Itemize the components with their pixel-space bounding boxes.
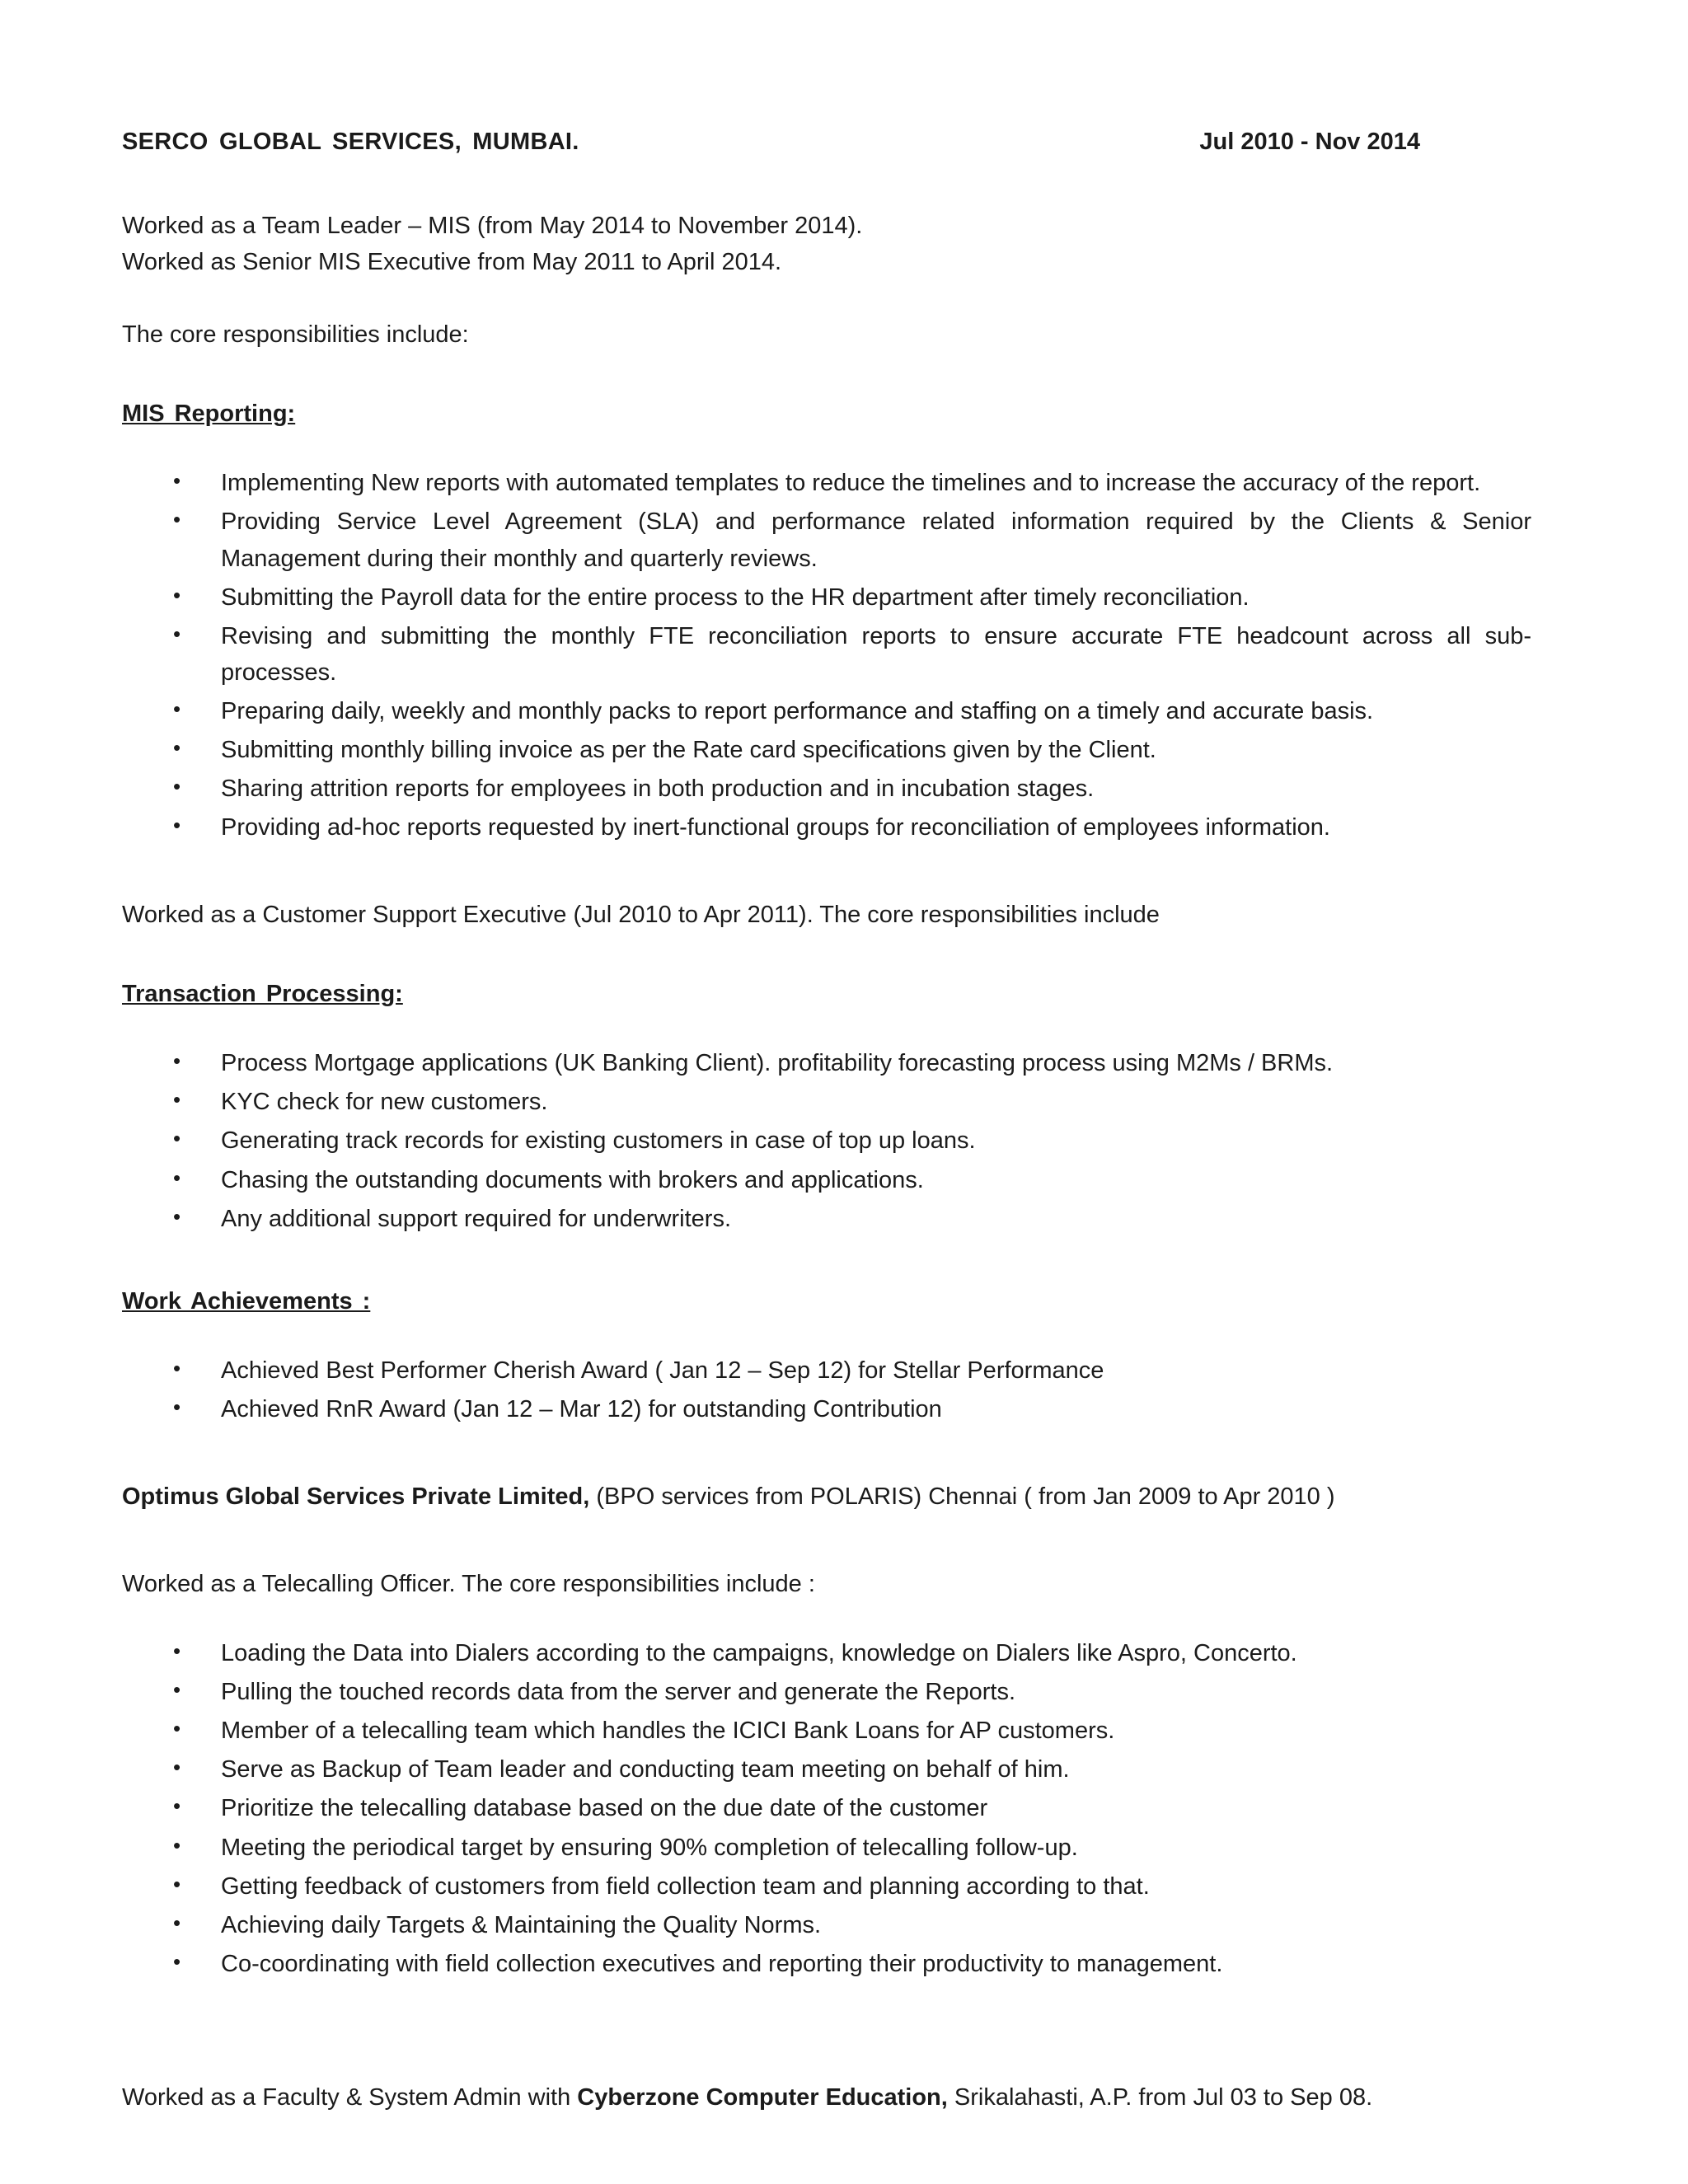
bullet-item: • Achieved RnR Award (Jan 12 – Mar 12) for outstanding Contribution: [221, 1391, 1531, 1427]
faculty-line-pre: Worked as a Faculty & System Admin with: [122, 2083, 578, 2111]
core-responsibilities-line: The core responsibilities include:: [122, 321, 469, 349]
bullet-item: • Process Mortgage applications (UK Banking Client). profitability forecasting process using M2Ms / BRMs.: [221, 1045, 1531, 1081]
faculty-employer-name: Cyberzone Computer Education,: [577, 2083, 948, 2111]
section-heading-transaction-processing: Transaction Processing:: [122, 981, 403, 1008]
bullet-item: • Implementing New reports with automated templates to reduce the timelines and to increase the accuracy of the report.: [221, 465, 1531, 501]
section-heading-mis-reporting: MIS Reporting:: [122, 401, 296, 428]
optimus-employer-name: Optimus Global Services Private Limited,: [122, 1483, 590, 1510]
bullet-item: • Providing Service Level Agreement (SLA) and performance related information required by the Clients & Senior Management during their monthly and quarterly reviews.: [221, 504, 1531, 576]
optimus-employer-line: [122, 1479, 1531, 1515]
optimus-employer-detail: (BPO services from POLARIS) Chennai ( from Jan 2009 to Apr 2010 ): [589, 1483, 1335, 1510]
employer-name: SERCO GLOBAL SERVICES, MUMBAI.: [122, 129, 579, 155]
bullet-item: • Meeting the periodical target by ensuring 90% completion of telecalling follow-up.: [221, 1830, 1531, 1866]
bullet-item: • Generating track records for existing customers in case of top up loans.: [221, 1122, 1531, 1159]
role-line-1: Worked as a Team Leader – MIS (from May 2014 to November 2014).: [122, 213, 863, 240]
bullet-item: • Member of a telecalling team which handles the ICICI Bank Loans for AP customers.: [221, 1713, 1531, 1749]
employer-header: [122, 124, 1531, 160]
bullet-item: • Achieving daily Targets & Maintaining the Quality Norms.: [221, 1907, 1531, 1943]
bullet-item: • Sharing attrition reports for employees in both production and in incubation stages.: [221, 771, 1531, 807]
bullet-item: • Co-coordinating with field collection executives and reporting their productivity to management.: [221, 1946, 1531, 1982]
bullet-item: • Serve as Backup of Team leader and conducting team meeting on behalf of him.: [221, 1751, 1531, 1788]
telecalling-bullet-list: [122, 1635, 1531, 1982]
bullet-item: • KYC check for new customers.: [221, 1084, 1531, 1120]
bullet-item: • Submitting monthly billing invoice as per the Rate card specifications given by the Client.: [221, 732, 1531, 768]
telecalling-intro-line: Worked as a Telecalling Officer. The core responsibilities include :: [122, 1571, 815, 1598]
faculty-line-post: Srikalahasti, A.P. from Jul 03 to Sep 08.: [947, 2083, 1373, 2111]
transaction-bullet-list: [122, 1045, 1531, 1236]
bullet-item: • Getting feedback of customers from field collection team and planning according to that.: [221, 1868, 1531, 1905]
bullet-item: • Submitting the Payroll data for the entire process to the HR department after timely reconciliation.: [221, 579, 1531, 616]
bullet-item: • Prioritize the telecalling database based on the due date of the customer: [221, 1790, 1531, 1826]
bullet-item: • Chasing the outstanding documents with brokers and applications.: [221, 1162, 1531, 1198]
faculty-line: [122, 2079, 1531, 2116]
bullet-item: • Providing ad-hoc reports requested by inert-functional groups for reconciliation of employees information.: [221, 809, 1531, 846]
bullet-item: • Loading the Data into Dialers according to the campaigns, knowledge on Dialers like Aspro, Concerto.: [221, 1635, 1531, 1671]
mis-bullet-list: [122, 465, 1531, 846]
bullet-item: • Pulling the touched records data from the server and generate the Reports.: [221, 1674, 1531, 1710]
roles-block: [122, 208, 1531, 280]
bullet-item: • Preparing daily, weekly and monthly packs to report performance and staffing on a timely and accurate basis.: [221, 693, 1531, 729]
bullet-item: • Revising and submitting the monthly FTE reconciliation reports to ensure accurate FTE headcount across all sub-processes.: [221, 618, 1531, 691]
customer-support-line: Worked as a Customer Support Executive (Jul 2010 to Apr 2011). The core responsibilities include: [122, 902, 1160, 929]
bullet-item: • Achieved Best Performer Cherish Award ( Jan 12 – Sep 12) for Stellar Performance: [221, 1352, 1531, 1389]
section-heading-work-achievements: Work Achievements :: [122, 1287, 371, 1315]
role-line-2: Worked as Senior MIS Executive from May 2011 to April 2014.: [122, 249, 782, 276]
employment-period: Jul 2010 - Nov 2014: [1199, 129, 1420, 155]
bullet-item: • Any additional support required for underwriters.: [221, 1201, 1531, 1237]
achievements-bullet-list: [122, 1352, 1531, 1427]
